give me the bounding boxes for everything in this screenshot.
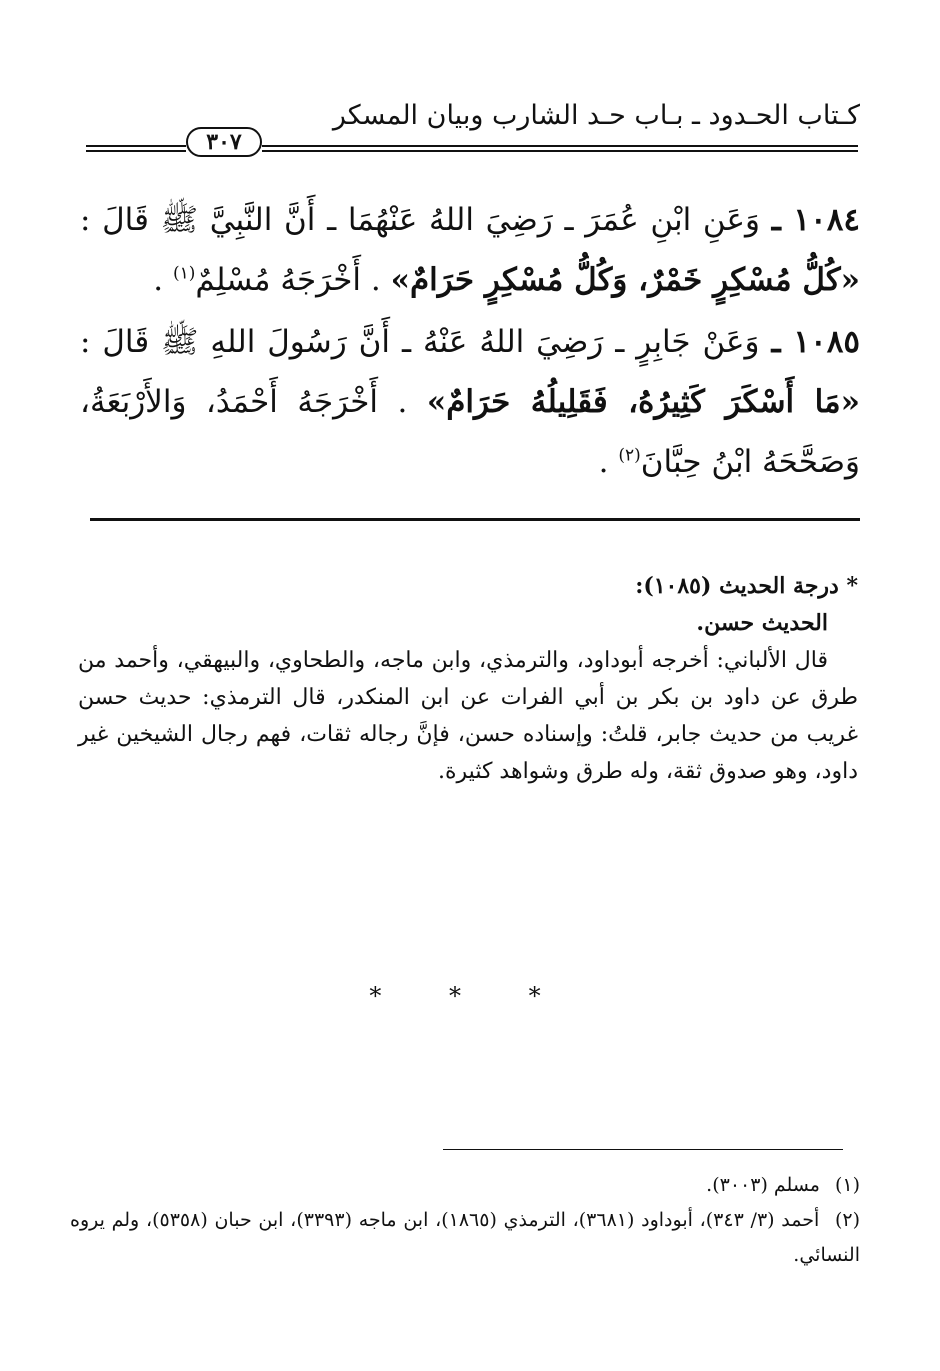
- hadith-end: .: [153, 262, 164, 298]
- header-rule-left-bottom: [86, 150, 186, 152]
- hadith-quote: «مَا أَسْكَرَ كَثِيرُهُ، فَقَلِيلُهُ حَرَامٌ»: [426, 384, 860, 420]
- commentary-title: * درجة الحديث (١٠٨٥):: [635, 573, 858, 599]
- footnote-number: (٢): [834, 1209, 861, 1231]
- hadith-grade: الحديث حسن.: [696, 610, 828, 636]
- header-rule-right-top: [262, 145, 858, 147]
- footnote-ref[interactable]: (١): [172, 263, 196, 284]
- commentary-body: قال الألباني: أخرجه أبوداود، والترمذي، وابن ماجه، والطحاوي، والبيهقي، وأحمد من طرق عن داود بن بكر بن أبي الفرات عن ابن المنكدر، قال الترمذي: حديث حسن غريب من حديث جابر، قلتُ: وإسناده حسن، فإنَّ رجاله ثقات، فهم رجال الشيخين غير داود، وهو صدوق ثقة، وله طرق وشواهد كثيرة.: [78, 648, 858, 784]
- commentary: [78, 568, 858, 790]
- hadith-1085: [80, 312, 860, 492]
- section-divider: [90, 518, 860, 521]
- footnote-number: (١): [834, 1174, 860, 1196]
- hadith-intro: وَعَنِ ابْنِ عُمَرَ ـ رَضِيَ اللهُ عَنْهُمَا ـ أَنَّ النَّبِيَّ ﷺ قَالَ :: [80, 202, 760, 238]
- footnote-ref[interactable]: (٢): [618, 445, 641, 466]
- header-rule-right-bottom: [262, 150, 858, 152]
- hadith-number: ١٠٨٥ ـ: [771, 324, 860, 360]
- hadith-intro: وَعَنْ جَابِرٍ ـ رَضِيَ اللهُ عَنْهُ ـ أَنَّ رَسُولَ اللهِ ﷺ قَالَ :: [80, 324, 760, 360]
- footnote-text: مسلم (٣٠٠٣).: [706, 1174, 820, 1196]
- header-rule-left-top: [86, 145, 186, 147]
- footnote-2: [70, 1203, 860, 1273]
- running-head: كـتاب الحـدود ـ بـاب حـد الشارب وبيان المسكر: [332, 100, 860, 131]
- hadith-source: . أَخْرَجَهُ أَحْمَدُ، وَالأَرْبَعَةُ، وَصَحَّحَهُ ابْنُ حِبَّانَ: [80, 384, 860, 480]
- hadith-number: ١٠٨٤ ـ: [771, 202, 860, 238]
- section-separator: * * *: [369, 982, 571, 1010]
- page-number: ٣٠٧: [186, 127, 262, 157]
- hadith-source: . أَخْرَجَهُ مُسْلِمٌ: [195, 262, 381, 298]
- hadith-end: .: [598, 444, 609, 480]
- footnote-rule: [443, 1149, 843, 1150]
- footnote-text: أحمد (٣/ ٣٤٣)، أبوداود (٣٦٨١)، الترمذي (١٨٦٥)، ابن ماجه (٣٣٩٣)، ابن حبان (٥٣٥٨)، ولم يروه النسائي.: [70, 1209, 860, 1266]
- footnote-1: [70, 1168, 860, 1203]
- hadith-quote: «كُلُّ مُسْكِرٍ خَمْرٌ، وَكُلُّ مُسْكِرٍ حَرَامٌ»: [390, 262, 860, 298]
- hadith-1084: [80, 190, 860, 310]
